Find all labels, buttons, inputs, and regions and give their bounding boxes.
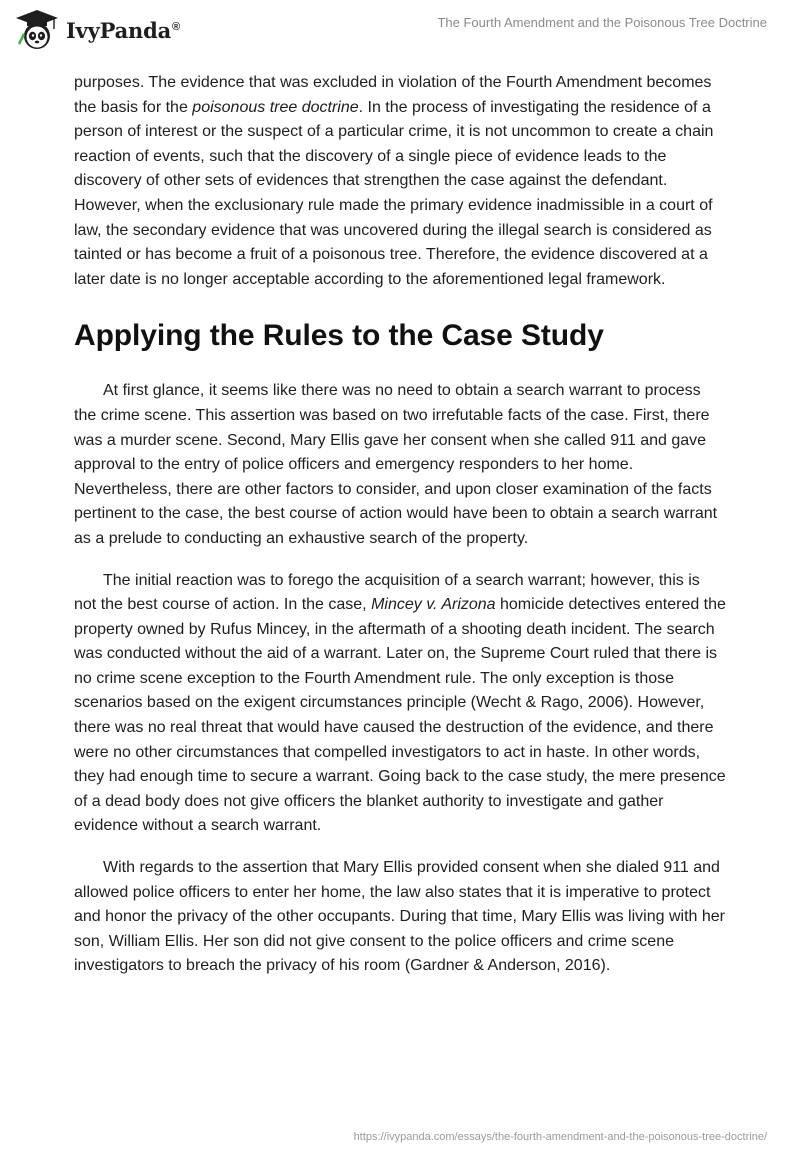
paragraph: With regards to the assertion that Mary Ellis provided consent when she dialed 911 and allowed police officers to enter her home, the law also states that it is imperative to protect and honor the privacy of the other occupants. During that time, Mary Ellis was living with her son, William Ellis. Her son did not give consent to the police officers and crime scene investigators to breach the privacy of his room (Gardner & Anderson, 2016).	[74, 859, 725, 975]
paragraph: At first glance, it seems like there was no need to obtain a search warrant to process the crime scene. This assertion was based on two irrefutable facts of the case. First, there was a murder scene. Second, Mary Ellis gave her consent when she called 911 and gave approval to the entry of police officers and emergency responders to her home. Nevertheless, there are other factors to consider, and upon closer examination of the facts pertinent to the case, the best course of action would have been to obtain a search warrant as a prelude to conducting an exhaustive search of the property.	[74, 382, 718, 547]
essay-body	[74, 71, 726, 979]
section-heading: Applying the Rules to the Case Study	[74, 319, 604, 353]
brand-name: IvyPanda®	[66, 17, 180, 43]
emphasis-term: poisonous tree doctrine	[192, 98, 359, 116]
paragraph: The initial reaction was to forego the acquisition of a search warrant; however, this is not the best course of action. In the case, Mincey v. Arizona homicide detectives entered the property owned by Rufus Mincey, in the aftermath of a shooting death incident. The search was conducted without the aid of a warrant. Later on, the Supreme Court ruled that there is no crime scene exception to the Fourth Amendment rule. The only exception is those scenarios based on the exigent circumstances principle (Wecht & Rago, 2006). However, there was no real threat that would have caused the destruction of the evidence, and there were no other circumstances that compelled investigators to act in haste. In other words, they had enough time to secure a warrant. Going back to the case study, the mere presence of a dead body does not give officers the blanket authority to investigate and gather evidence without a search warrant.	[74, 571, 726, 835]
paragraph-continued: purposes. The evidence that was excluded in violation of the Fourth Amendment becomes the basis for the poisonous tree doctrine. In the process of investigating the residence of a person of interest or the suspect of a particular crime, it is not uncommon to create a chain reaction of events, such that the discovery of a single piece of evidence leads to the discovery of other sets of evidences that strengthen the case against the defendant. However, when the exclusionary rule made the primary evidence inadmissible in a court of law, the secondary evidence that was uncovered during the illegal search is considered as tainted or has become a fruit of a poisonous tree. Therefore, the evidence discovered at a later date is no longer acceptable according to the aforementioned legal framework.	[74, 74, 714, 288]
source-url[interactable]: https://ivypanda.com/essays/the-fourth-amendment-and-the-poisonous-tree-doctrine/	[353, 1131, 767, 1143]
brand-logo[interactable]	[14, 9, 180, 51]
panda-graduate-icon	[14, 9, 60, 51]
case-name: Mincey v. Arizona	[371, 596, 496, 614]
document-title: The Fourth Amendment and the Poisonous Tree Doctrine	[437, 15, 767, 30]
page-header	[0, 0, 800, 64]
